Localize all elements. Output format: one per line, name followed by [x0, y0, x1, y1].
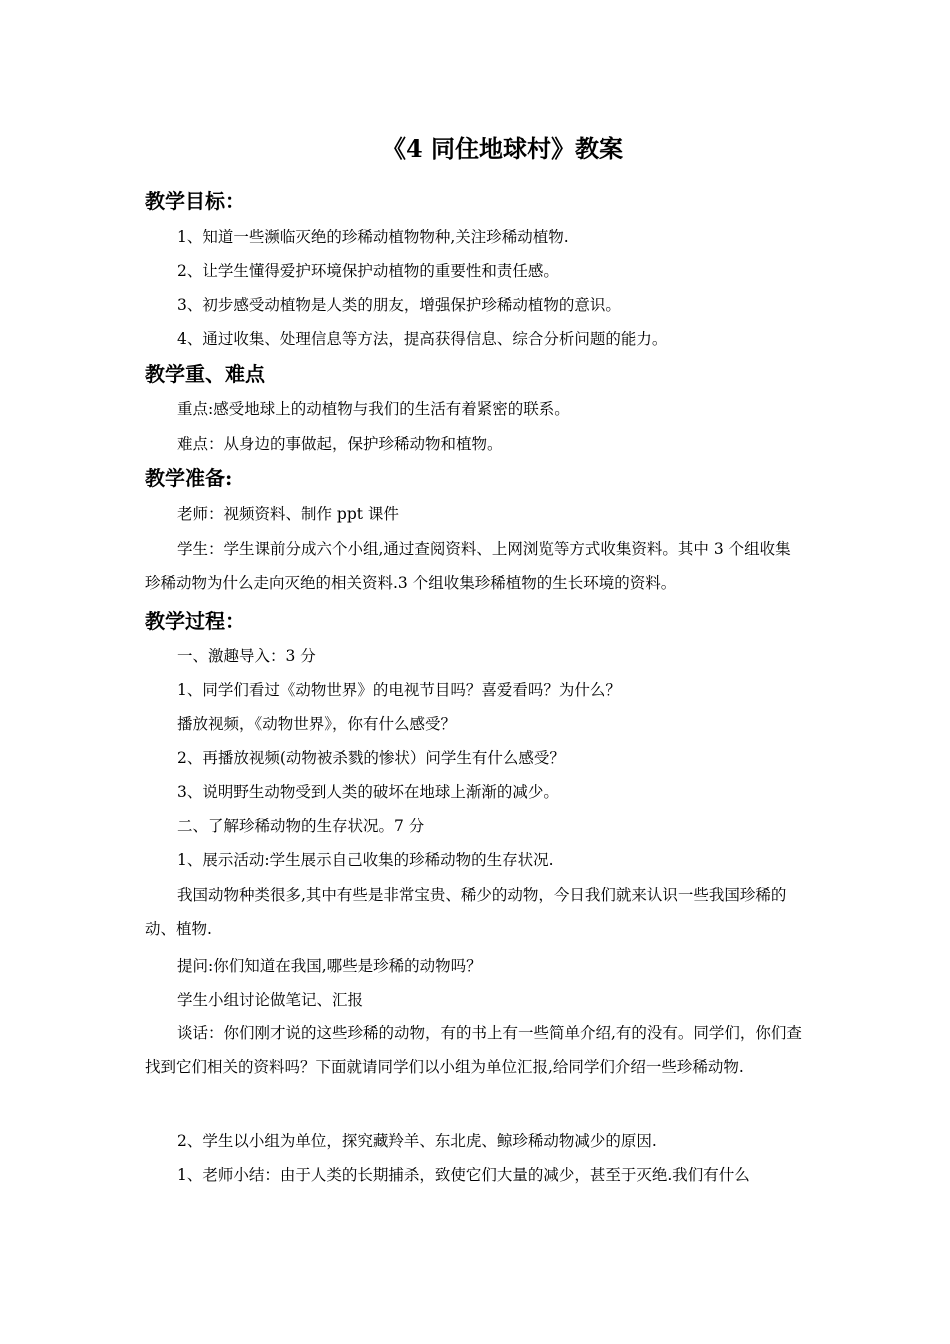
process-item-7: 1、展示活动:学生展示自己收集的珍稀动物的生存状况.: [177, 851, 554, 869]
heading-keypoints: 教学重、难点: [145, 362, 265, 386]
goal-item-2: 2、让学生懂得爱护环境保护动植物的重要性和责任感。: [177, 262, 559, 280]
process-item-2: 1、同学们看过《动物世界》的电视节目吗？喜爱看吗？为什么？: [177, 681, 621, 699]
process-item-9: 提问:你们知道在我国,哪些是珍稀的动物吗？: [177, 957, 482, 975]
process-item-4: 2、再播放视频(动物被杀戮的惨状）问学生有什么感受？: [177, 749, 565, 767]
goal-item-3: 3、初步感受动植物是人类的朋友，增强保护珍稀动植物的意识。: [177, 296, 621, 314]
process-item-5: 3、说明野生动物受到人类的破坏在地球上渐渐的减少。: [177, 783, 559, 801]
page-title: 《4 同住地球村》教案: [381, 134, 624, 163]
keypoint-item-2: 难点：从身边的事做起，保护珍稀动物和植物。: [177, 435, 503, 453]
heading-goals: 教学目标：: [145, 189, 245, 213]
process-item-8: 我国动物种类很多,其中有些是非常宝贵、稀少的动物，今日我们就来认识一些我国珍稀的动、植物.: [145, 886, 787, 938]
goal-item-1: 1、知道一些濒临灭绝的珍稀动植物物种,关注珍稀动植物.: [177, 228, 569, 246]
process-item-11: 谈话：你们刚才说的这些珍稀的动物，有的书上有一些简单介绍,有的没有。同学们，你们查找到它们相关的资料吗？下面就请同学们以小组为单位汇报,给同学们介绍一些珍稀动物.: [145, 1024, 802, 1076]
keypoint-item-1: 重点:感受地球上的动植物与我们的生活有着紧密的联系。: [177, 400, 570, 418]
process-item-6: 二、了解珍稀动物的生存状况。7 分: [177, 817, 425, 835]
prep-item-students: 学生：学生课前分成六个小组,通过查阅资料、上网浏览等方式收集资料。其中 3 个组收集珍稀动物为什么走向灭绝的相关资料.3 个组收集珍稀植物的生长环境的资料。: [145, 540, 791, 592]
heading-process: 教学过程：: [145, 609, 245, 633]
prep-item-teacher: 老师：视频资料、制作 ppt 课件: [177, 505, 399, 523]
process-item-13: 1、老师小结：由于人类的长期捕杀，致使它们大量的减少，甚至于灭绝.我们有什么: [177, 1166, 750, 1184]
goal-item-4: 4、通过收集、处理信息等方法，提高获得信息、综合分析问题的能力。: [177, 330, 668, 348]
process-item-1: 一、激趣导入：3 分: [177, 647, 316, 665]
process-item-3: 播放视频，《动物世界》，你有什么感受？: [177, 715, 457, 733]
heading-prep: 教学准备:: [145, 466, 233, 490]
process-item-10: 学生小组讨论做笔记、汇报: [177, 991, 364, 1009]
process-item-12: 2、学生以小组为单位，探究藏羚羊、东北虎、鲸珍稀动物减少的原因.: [177, 1132, 657, 1150]
